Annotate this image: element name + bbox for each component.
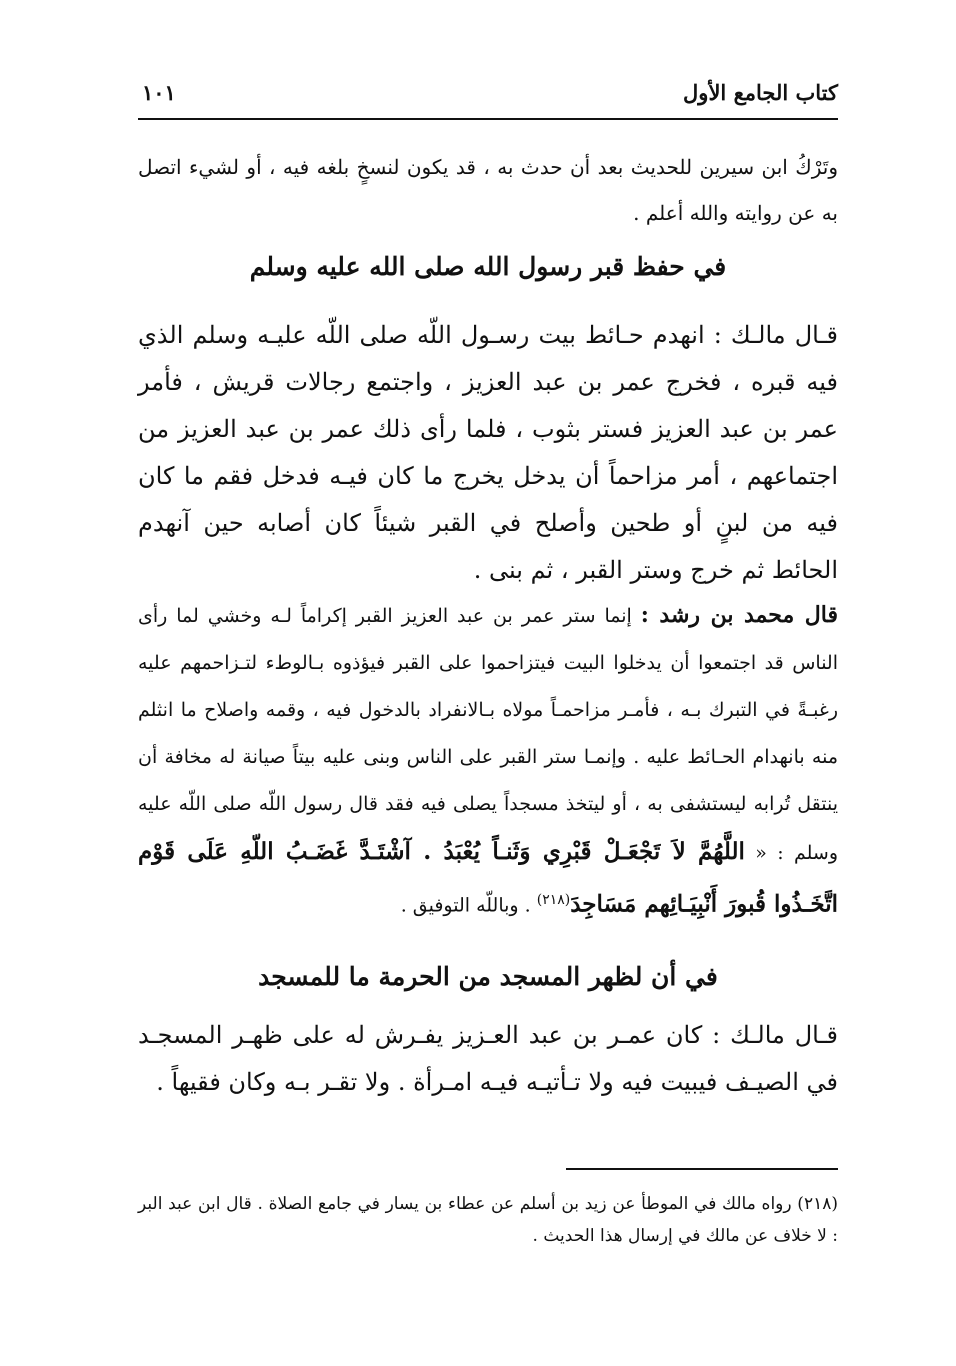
footnote-divider — [566, 1168, 838, 1170]
commentary-paragraph — [138, 592, 838, 929]
section-heading-grave: في حفظ قبر رسول الله صلى الله عليه وسلم — [249, 252, 727, 281]
footnote — [138, 1188, 838, 1252]
closing-text: . وباللّه التوفيق . — [400, 894, 531, 917]
page-number: ١٠١ — [142, 80, 176, 105]
running-title: كتاب الجامع الأول — [683, 80, 838, 105]
footnote-reference: (٢١٨) — [536, 892, 571, 908]
malik-text-mosque: قـال مالـك : كان عمـر بن عبد العـزيز يفـرش له على ظهـر المسجـد في الصيـف فيبيت فيه ولا تـأتيـه فيـه امـرأة . ولا تقـر بـه وكان فقيهاً . — [138, 1021, 838, 1096]
malik-text-grave: قـال مالـك : انهدم حـائط بيت رسـول اللّه صلى اللّه عليـه وسلم الذي فيه قبره ، فخرج عمر بن عبد العزيز ، واجتمع رجالات قريش ، فأمر عمر بن عبد العزيز فستر بثوب ، فلما رأى ذلك عمر بن عبد العزيز من اجتماعهم ، أمر مزاحماً أن يدخل يخرج ما كان فيـه فدخل فقم ما كان فيه من لبنٍ أو طحين وأصلح في القبر شيئاً كان أصابه حين آنهدم الحائط ثم خرج وستر القبر ، ثم بنى . — [138, 321, 838, 584]
footnote-text: (٢١٨) رواه مالك في الموطأ عن زيد بن أسلم عن عطاء بن يسار في جامع الصلاة . قال ابن عبد البر : لا خلاف عن مالك في إرسال هذا الحديث . — [138, 1194, 838, 1246]
commentary-text: إنما ستر عمر بن عبد العزيز القبر إكراماً لـه وخشي لما رأى الناس قد اجتمعوا أن يدخلوا البيت فيتزاحموا على القبر فيؤذوه بـالوطء لتـزاحمهم عليه رغبـةً في التبرك بـه ، فأمـر مزاحمـاً مولاه بـالانفراد بالدخول فيه ، وقمه واصلاح ما انثلم منه بانهدام الحـائط عليه . وإنمـا ستر القبر على الناس وبنى عليه بيتاً صيانة له مخافة أن ينتقل تُرابه ليستشفى به ، أو ليتخذ مسجداً يصلى فيه فقد قال رسول اللّه صلى اللّه عليه وسلم : « — [138, 605, 838, 864]
hadith-quote: اللَّهُمَّ لاَ تَجْعَـلْ قَبْرِي وَثَنـاً يُعْبَدُ . آشْتَـدَّ غَضَـبُ اللّهِ عَلَى قَوْم اتَّخَـذُوا قُبورَ أَنْبِيَـائِهم مَسَاجِدَ — [138, 838, 838, 918]
intro-text: وتَرْكُ ابن سيرين للحديث بعد أن حدث به ، قد يكون لنسخٍ بلغه فيه ، أو لشيء اتصل به عن روايته والله أعلم . — [138, 155, 838, 225]
intro-paragraph — [138, 144, 838, 236]
page-header — [138, 78, 838, 120]
commentary-body — [138, 592, 838, 929]
section-heading-mosque-roof: في أن لظهر المسجد من الحرمة ما للمسجد — [258, 962, 718, 991]
malik-paragraph-mosque — [138, 1012, 838, 1106]
commentary-speaker: قال محمد بن رشد : — [640, 602, 838, 628]
malik-paragraph-grave — [138, 312, 838, 594]
